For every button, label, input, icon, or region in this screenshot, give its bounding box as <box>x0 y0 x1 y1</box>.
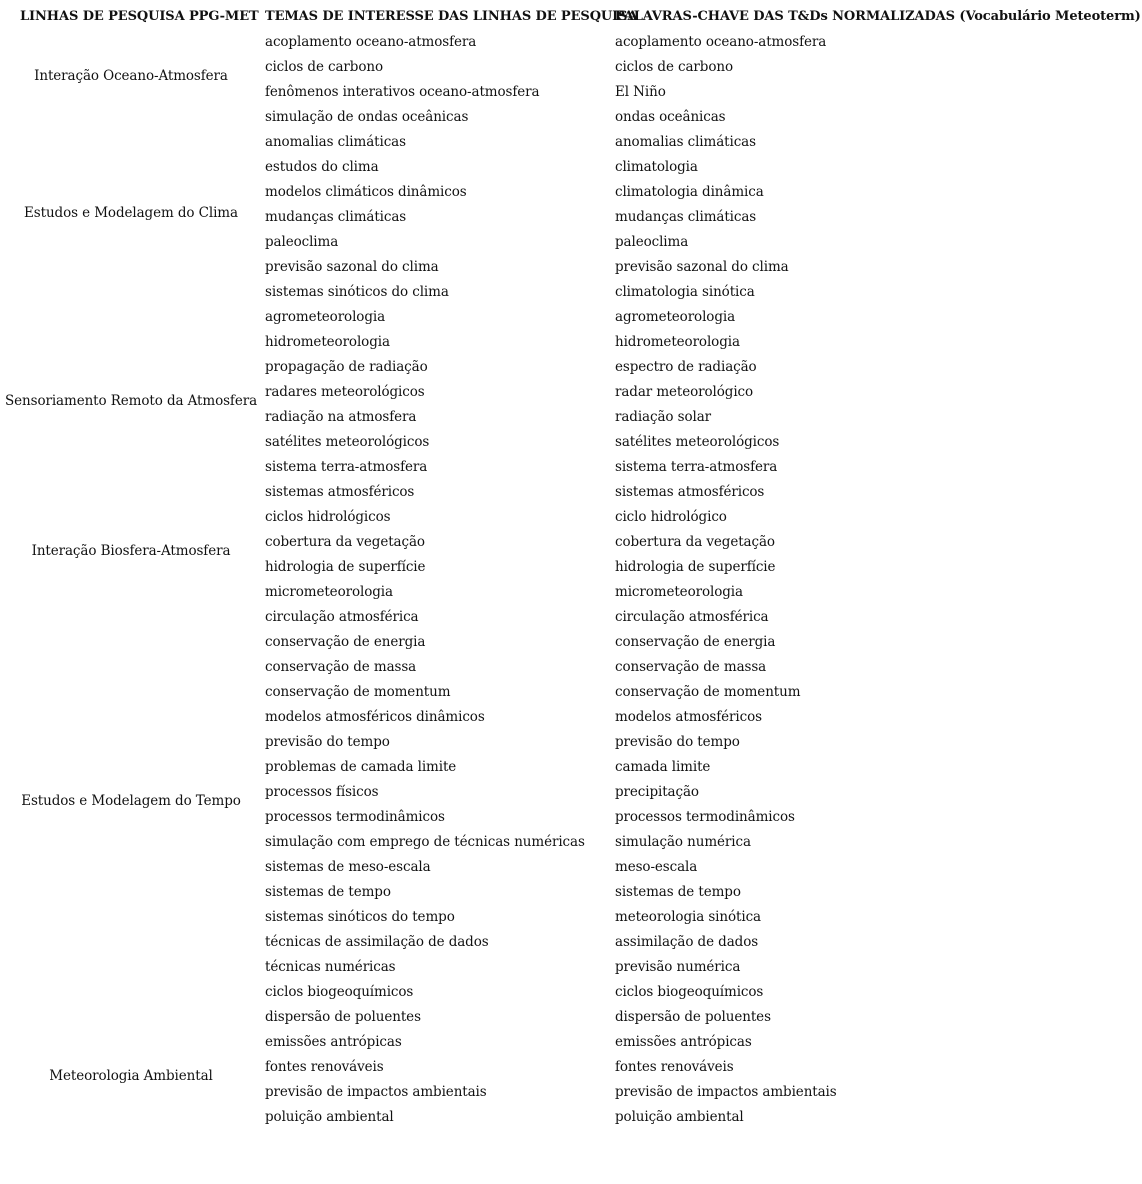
palavra-chave-cell: dispersão de poluentes <box>615 1009 771 1025</box>
tema-cell: previsão sazonal do clima <box>265 259 439 275</box>
palavra-chave-cell: conservação de momentum <box>615 684 801 700</box>
header-linhas-de-pesquisa: LINHAS DE PESQUISA PPG-MET <box>20 9 259 24</box>
tema-cell: fenômenos interativos oceano-atmosfera <box>265 84 540 100</box>
tema-cell: satélites meteorológicos <box>265 434 430 450</box>
tema-cell: problemas de camada limite <box>265 759 457 775</box>
palavra-chave-cell: simulação numérica <box>615 834 751 850</box>
palavra-chave-cell: ciclos biogeoquímicos <box>615 984 764 1000</box>
tema-cell: ciclos de carbono <box>265 59 383 75</box>
tema-cell: acoplamento oceano-atmosfera <box>265 34 477 50</box>
palavra-chave-cell: ondas oceânicas <box>615 109 726 125</box>
tema-cell: mudanças climáticas <box>265 209 407 225</box>
tema-cell: simulação com emprego de técnicas numéricas <box>265 834 585 850</box>
palavra-chave-cell: previsão numérica <box>615 959 741 975</box>
tema-cell: processos termodinâmicos <box>265 809 445 825</box>
palavra-chave-cell: camada limite <box>615 759 711 775</box>
tema-cell: emissões antrópicas <box>265 1034 402 1050</box>
tema-cell: paleoclima <box>265 234 339 250</box>
tema-cell: simulação de ondas oceânicas <box>265 109 469 125</box>
tema-cell: sistemas sinóticos do clima <box>265 284 449 300</box>
tema-cell: sistemas atmosféricos <box>265 484 415 500</box>
tema-cell: anomalias climáticas <box>265 134 406 150</box>
palavra-chave-cell: radiação solar <box>615 409 712 425</box>
tema-cell: hidrometeorologia <box>265 334 390 350</box>
palavra-chave-cell: assimilação de dados <box>615 934 759 950</box>
tema-cell: poluição ambiental <box>265 1109 394 1125</box>
palavra-chave-cell: paleoclima <box>615 234 689 250</box>
linha-de-pesquisa-label: Estudos e Modelagem do Tempo <box>21 792 241 809</box>
palavra-chave-cell: hidrologia de superfície <box>615 559 776 575</box>
tema-cell: estudos do clima <box>265 159 379 175</box>
palavra-chave-cell: micrometeorologia <box>615 584 743 600</box>
palavra-chave-cell: sistema terra-atmosfera <box>615 459 778 475</box>
palavra-chave-cell: satélites meteorológicos <box>615 434 780 450</box>
tema-cell: micrometeorologia <box>265 584 393 600</box>
tema-cell: processos físicos <box>265 784 379 800</box>
linha-de-pesquisa-label: Interação Biosfera-Atmosfera <box>31 542 231 559</box>
palavra-chave-cell: previsão sazonal do clima <box>615 259 789 275</box>
tema-cell: sistemas de tempo <box>265 884 391 900</box>
palavra-chave-cell: climatologia sinótica <box>615 284 755 300</box>
tema-cell: sistemas sinóticos do tempo <box>265 909 455 925</box>
tema-cell: hidrologia de superfície <box>265 559 426 575</box>
header-temas-de-interesse: TEMAS DE INTERESSE DAS LINHAS DE PESQUISA <box>265 9 638 24</box>
linha-de-pesquisa-label: Sensoriamento Remoto da Atmosfera <box>4 392 258 409</box>
palavra-chave-cell: fontes renováveis <box>615 1059 734 1075</box>
linha-de-pesquisa-label: Meteorologia Ambiental <box>49 1067 213 1084</box>
tema-cell: previsão do tempo <box>265 734 390 750</box>
palavra-chave-cell: meteorologia sinótica <box>615 909 761 925</box>
tema-cell: sistemas de meso-escala <box>265 859 431 875</box>
tema-cell: previsão de impactos ambientais <box>265 1084 487 1100</box>
palavra-chave-cell: emissões antrópicas <box>615 1034 752 1050</box>
tema-cell: dispersão de poluentes <box>265 1009 421 1025</box>
palavra-chave-cell: sistemas atmosféricos <box>615 484 765 500</box>
tema-cell: modelos atmosféricos dinâmicos <box>265 709 485 725</box>
tema-cell: cobertura da vegetação <box>265 534 425 550</box>
palavra-chave-cell: modelos atmosféricos <box>615 709 762 725</box>
header-palavras-chave: PALAVRAS-CHAVE DAS T&Ds NORMALIZADAS (Vocabulário Meteoterm) <box>615 9 1141 24</box>
palavra-chave-cell: mudanças climáticas <box>615 209 757 225</box>
palavra-chave-cell: circulação atmosférica <box>615 609 769 625</box>
palavra-chave-cell: poluição ambiental <box>615 1109 744 1125</box>
palavra-chave-cell: climatologia dinâmica <box>615 184 764 200</box>
palavra-chave-cell: precipitação <box>615 784 699 800</box>
tema-cell: ciclos biogeoquímicos <box>265 984 414 1000</box>
palavra-chave-cell: ciclo hidrológico <box>615 509 727 525</box>
tema-cell: ciclos hidrológicos <box>265 509 391 525</box>
palavra-chave-cell: radar meteorológico <box>615 384 754 400</box>
tema-cell: agrometeorologia <box>265 309 386 325</box>
palavra-chave-cell: acoplamento oceano-atmosfera <box>615 34 827 50</box>
tema-cell: sistema terra-atmosfera <box>265 459 428 475</box>
palavra-chave-cell: anomalias climáticas <box>615 134 756 150</box>
linha-de-pesquisa-label: Estudos e Modelagem do Clima <box>24 205 238 221</box>
tema-cell: técnicas de assimilação de dados <box>265 934 489 950</box>
palavra-chave-cell: El Niño <box>615 84 666 100</box>
tema-cell: conservação de massa <box>265 659 417 675</box>
tema-cell: radiação na atmosfera <box>265 409 417 425</box>
tema-cell: técnicas numéricas <box>265 959 396 975</box>
palavra-chave-cell: sistemas de tempo <box>615 884 741 900</box>
palavra-chave-cell: agrometeorologia <box>615 309 736 325</box>
palavra-chave-cell: processos termodinâmicos <box>615 809 795 825</box>
tema-cell: circulação atmosférica <box>265 609 419 625</box>
palavra-chave-cell: conservação de energia <box>615 634 776 650</box>
palavra-chave-cell: conservação de massa <box>615 659 767 675</box>
palavra-chave-cell: cobertura da vegetação <box>615 534 775 550</box>
tema-cell: radares meteorológicos <box>265 384 425 400</box>
tema-cell: conservação de momentum <box>265 684 451 700</box>
palavra-chave-cell: ciclos de carbono <box>615 59 733 75</box>
tema-cell: fontes renováveis <box>265 1059 384 1075</box>
tema-cell: modelos climáticos dinâmicos <box>265 184 467 200</box>
tema-cell: conservação de energia <box>265 634 426 650</box>
linha-de-pesquisa-label: Interação Oceano-Atmosfera <box>34 67 228 84</box>
palavra-chave-cell: espectro de radiação <box>615 359 757 375</box>
tema-cell: propagação de radiação <box>265 359 428 375</box>
palavra-chave-cell: previsão do tempo <box>615 734 740 750</box>
palavra-chave-cell: previsão de impactos ambientais <box>615 1084 837 1100</box>
palavra-chave-cell: hidrometeorologia <box>615 334 740 350</box>
palavra-chave-cell: meso-escala <box>615 859 698 875</box>
palavra-chave-cell: climatologia <box>615 159 698 175</box>
